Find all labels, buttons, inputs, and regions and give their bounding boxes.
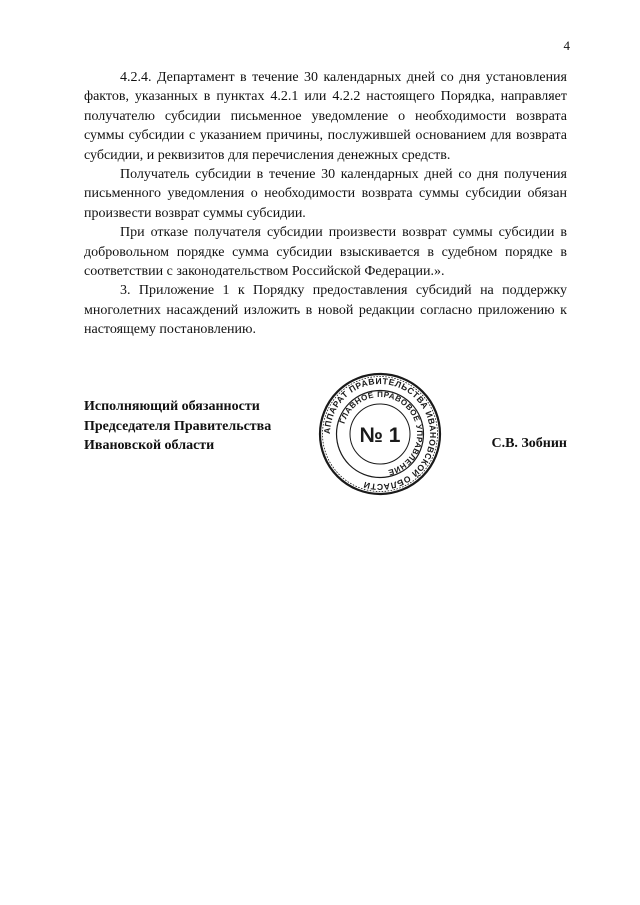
signer-title-line: Председателя Правительства (84, 418, 272, 434)
page-number: 4 (563, 38, 570, 53)
signer-title-line: Ивановской области (84, 438, 215, 453)
paragraph-recipient-obligation: Получатель субсидии в течение 30 календарных дней со дня получения письменного уведомления о необходимости возврата суммы субсидии обязан произвести возврат суммы субсидии. (84, 167, 567, 221)
paragraph-refusal: При отказе получателя субсидии произвести возврат суммы субсидии в добровольном порядке сумма субсидии взыскивается в судебном порядке в соответствии с законодательством Российской Федерации.». (84, 225, 567, 280)
signature-block (84, 375, 567, 497)
paragraph-item-3: 3. Приложение 1 к Порядку предоставления субсидий на поддержку многолетних насаждений изложить в новой редакции согласно приложению к настоящему постановлению. (84, 283, 567, 338)
seal-outer-text: АППАРАТ ПРАВИТЕЛЬСТВА ИВАНОВСКОЙ ОБЛАСТИ (321, 375, 439, 493)
paragraph-4-2-4: 4.2.4. Департамент в течение 30 календарных дней со дня установления фактов, указанных в пунктах 4.2.1 или 4.2.2 настоящего Порядка, направляет получателю субсидии письменное уведомление о необходимости возврата суммы субсидии с указанием причины, послужившей основанием для возврата субсидии, и реквизитов для перечисления денежных средств. (84, 70, 567, 163)
signer-name: С.В. Зобнин (491, 436, 567, 451)
official-seal-stamp (317, 371, 443, 497)
signer-title-line: Исполняющий обязанности (84, 399, 260, 414)
seal-center-number: № 1 (359, 424, 401, 447)
document-body (84, 68, 567, 340)
signer-title (84, 397, 271, 456)
seal-inner-text: ГЛАВНОЕ ПРАВОВОЕ УПРАВЛЕНИЕ (337, 389, 425, 478)
